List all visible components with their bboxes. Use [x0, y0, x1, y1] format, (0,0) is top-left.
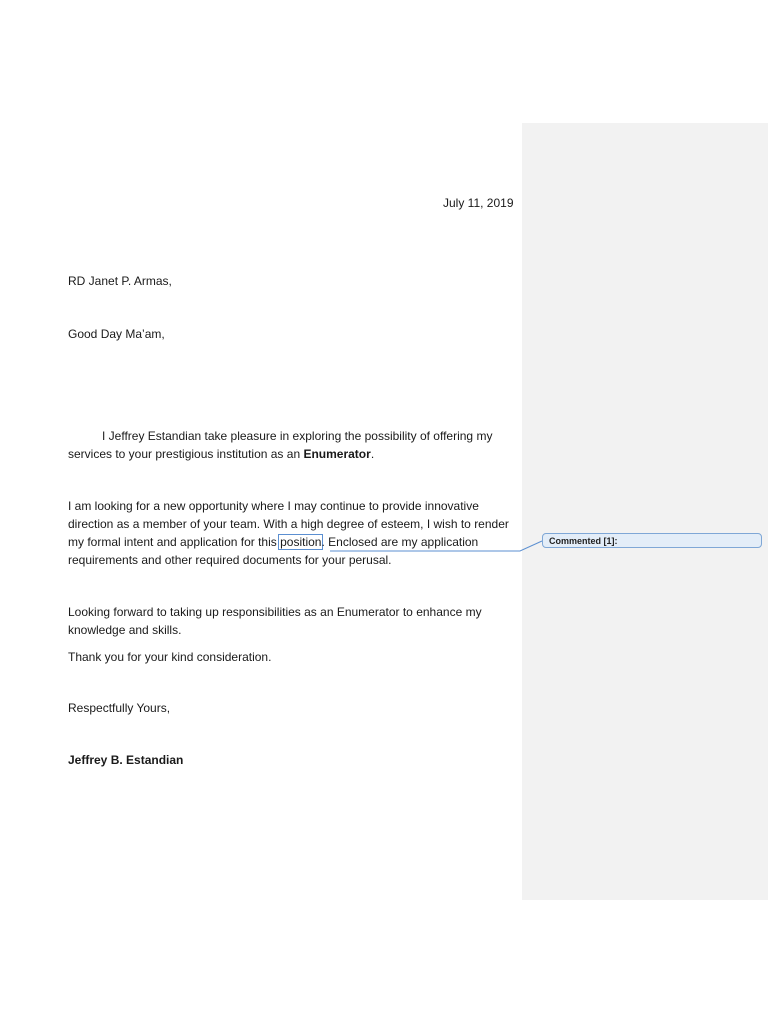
- comment-balloon[interactable]: [542, 533, 762, 548]
- letter-signature: Jeffrey B. Estandian: [68, 753, 184, 767]
- paragraph-intro: [68, 427, 513, 463]
- letter-greeting: Good Day Ma’am,: [68, 327, 165, 341]
- paragraph-thanks: Thank you for your kind consideration.: [68, 650, 272, 664]
- letter-recipient: RD Janet P. Armas,: [68, 274, 172, 288]
- paragraph-intro-text: I Jeffrey Estandian take pleasure in exploring the possibility of offering my services to your prestigious institution as an: [68, 429, 493, 461]
- paragraph-application: [68, 497, 513, 569]
- paragraph-application-end: . Enclosed are my application requirements and other required documents for your perusal.: [68, 535, 479, 567]
- paragraph-intro-end: .: [370, 447, 375, 461]
- comment-pane: [522, 123, 768, 900]
- position-title: Enumerator: [303, 447, 371, 461]
- paragraph-application-text: I am looking for a new opportunity where I may continue to provide innovative direction as a member of your team. With a high degree of esteem, I wish to render my formal intent and application for this: [68, 499, 509, 549]
- commented-text[interactable]: position: [280, 535, 322, 549]
- letter-date: July 11, 2019: [443, 196, 514, 210]
- letter-closing: Respectfully Yours,: [68, 701, 171, 715]
- comment-label: Commented [1]:: [549, 536, 618, 546]
- paragraph-outlook: Looking forward to taking up responsibilities as an Enumerator to enhance my knowledge and skills.: [68, 605, 482, 637]
